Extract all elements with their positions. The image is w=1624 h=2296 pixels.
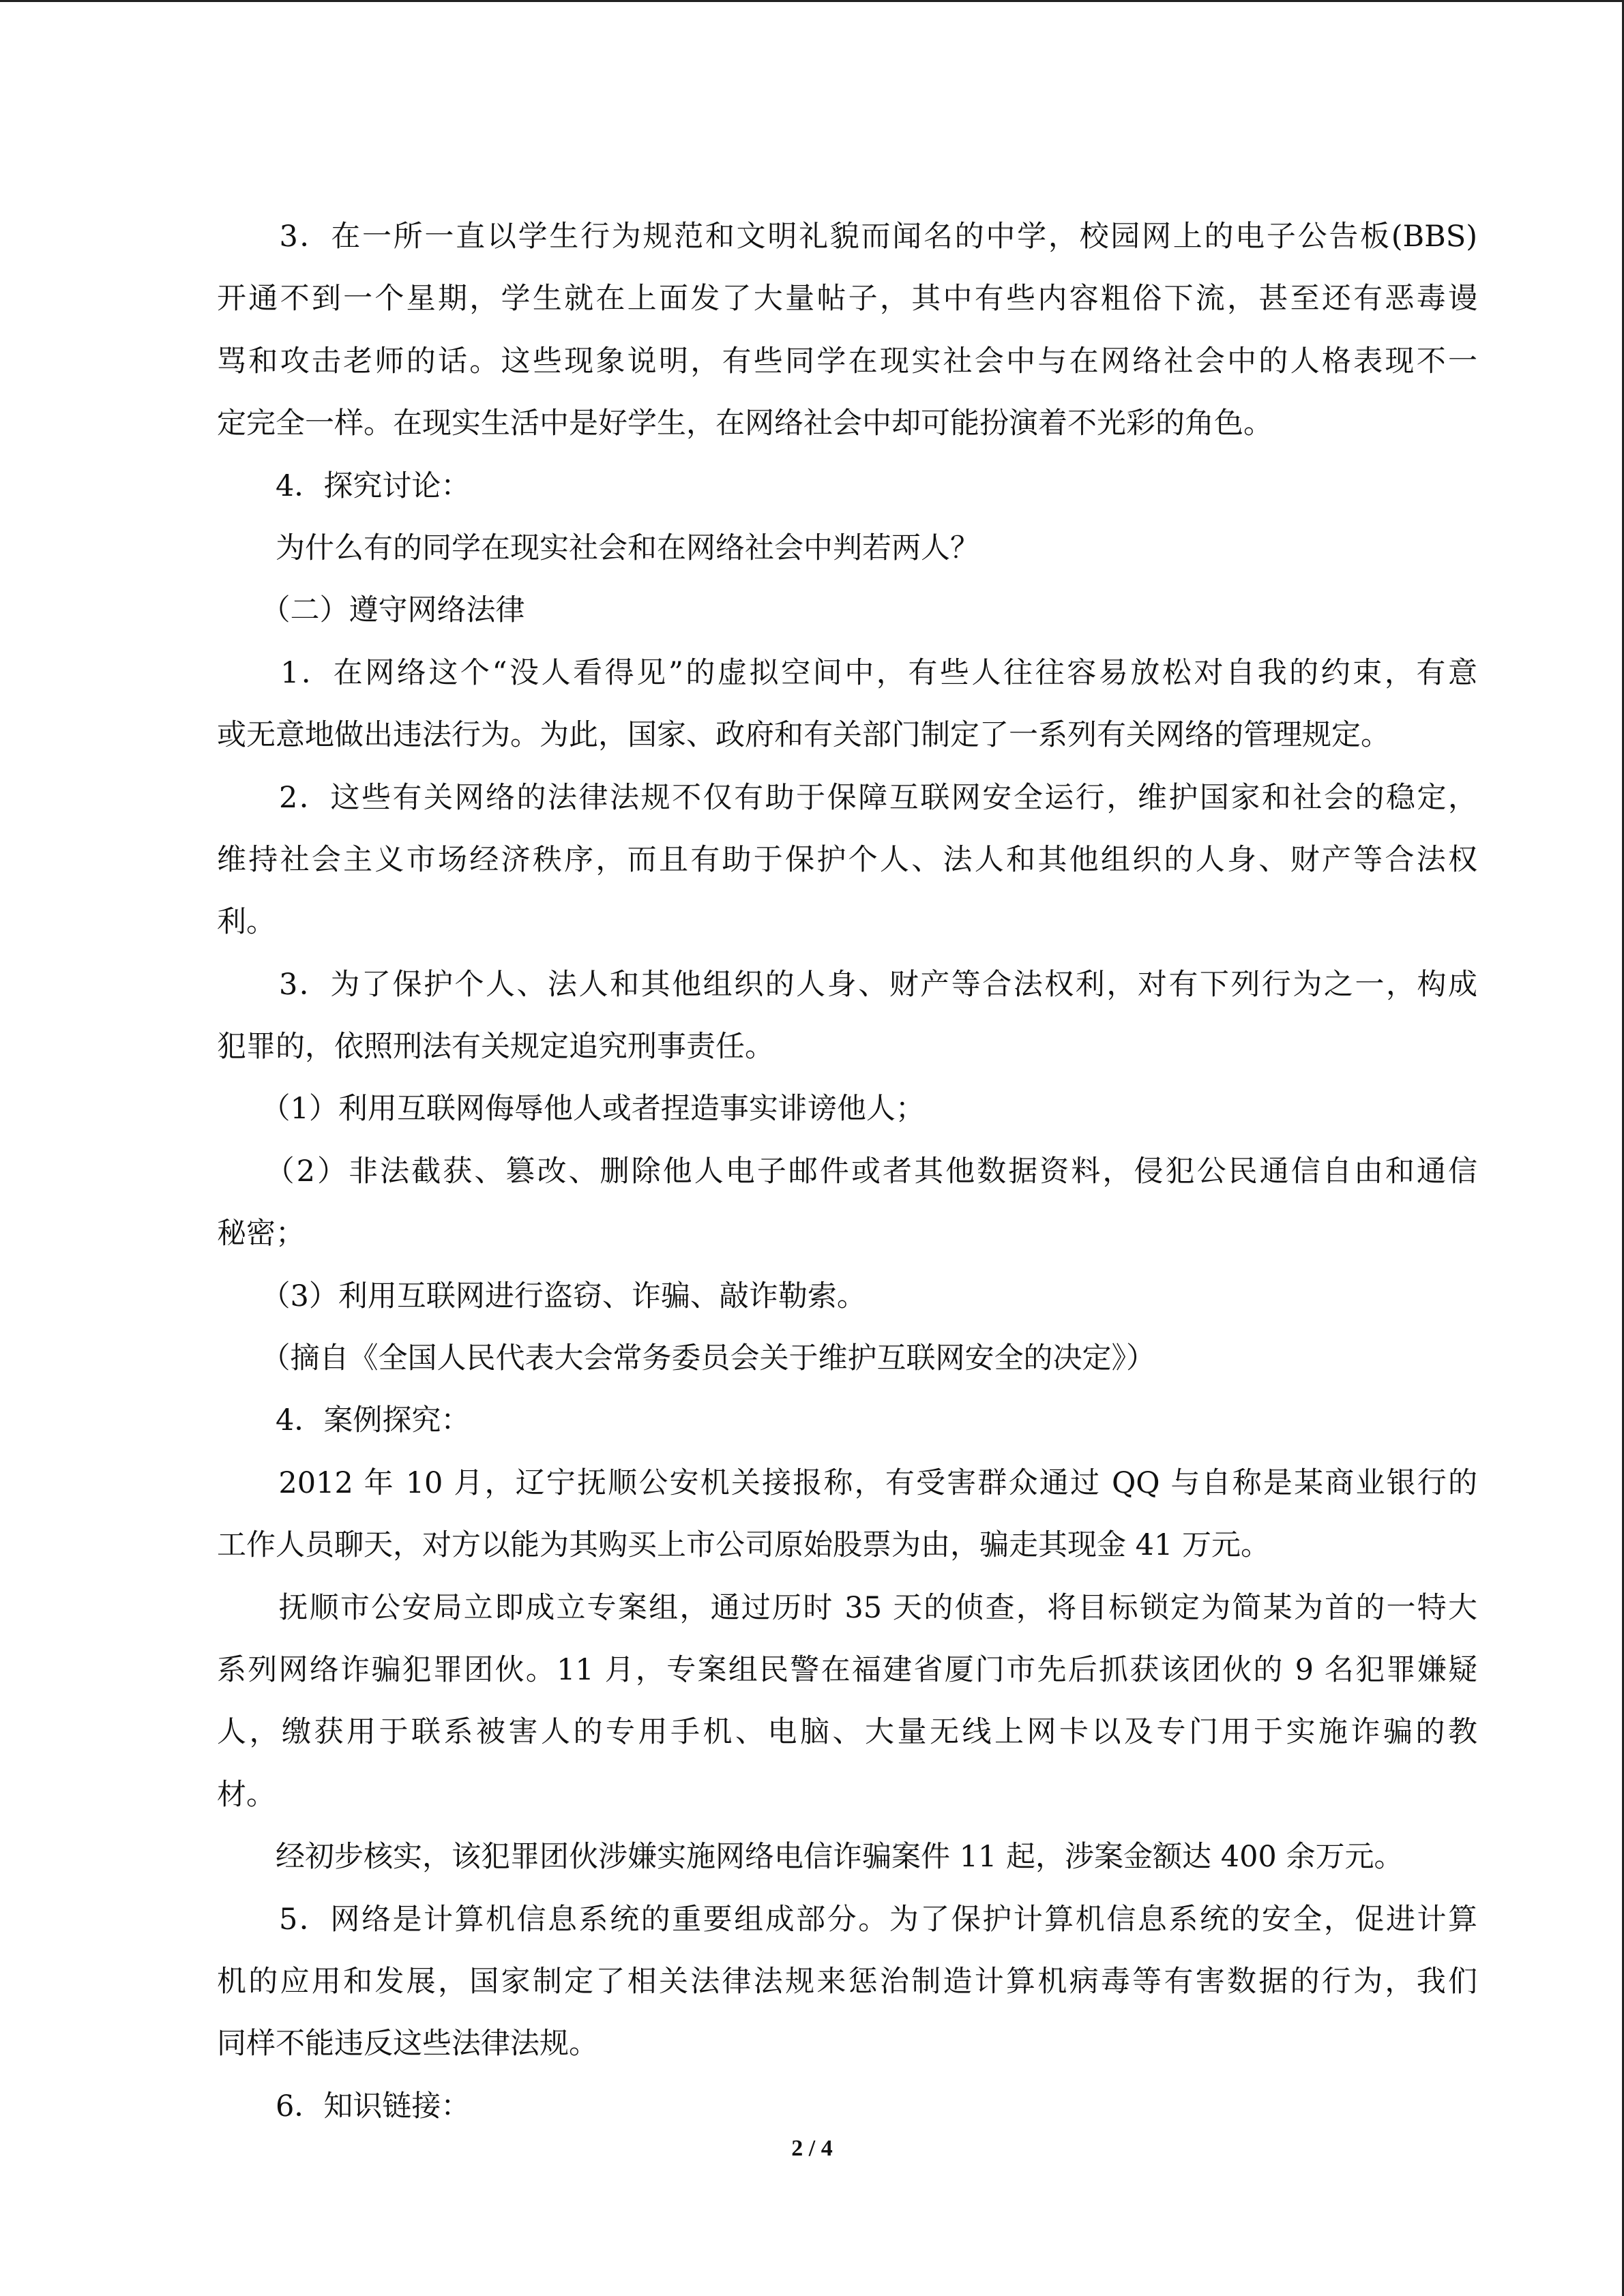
text-line: 2．这些有关网络的法律法规不仅有助于保障互联网安全运行，维护国家和社会的稳定， — [217, 780, 1477, 815]
text-line: 定完全一样。在现实生活中是好学生，在网络社会中却可能扮演着不光彩的角色。 — [217, 406, 1273, 441]
text-line: 系列网络诈骗犯罪团伙。11 月，专案组民警在福建省厦门市先后抓获该团伙的 9 名犯罪嫌疑 — [217, 1652, 1477, 1687]
text-line: （1）利用互联网侮辱他人或者捏造事实诽谤他人； — [217, 1092, 925, 1127]
text-line: （二）遵守网络法律 — [217, 593, 525, 628]
text-line: 2012 年 10 月，辽宁抚顺公安机关接报称，有受害群众通过 QQ 与自称是某商业银行的 — [217, 1465, 1477, 1500]
text-line: 骂和攻击老师的话。这些现象说明，有些同学在现实社会中与在网络社会中的人格表现不一 — [217, 344, 1477, 378]
text-line: （3）利用互联网进行盗窃、诈骗、敲诈勒索。 — [217, 1279, 866, 1313]
text-line: 1．在网络这个“没人看得见”的虚拟空间中，有些人往往容易放松对自我的约束，有意 — [217, 655, 1477, 690]
text-line: 秘密； — [217, 1217, 305, 1251]
text-line: 抚顺市公安局立即成立专案组，通过历时 35 天的侦查，将目标锁定为简某为首的一特大 — [217, 1590, 1477, 1625]
page-number: 2 / 4 — [791, 2136, 833, 2161]
text-line: 4．案例探究： — [217, 1403, 471, 1438]
text-line: 4．探究讨论： — [217, 468, 471, 503]
text-line: 开通不到一个星期，学生就在上面发了大量帖子，其中有些内容粗俗下流，甚至还有恶毒谩 — [217, 282, 1477, 316]
text-line: 人，缴获用于联系被害人的专用手机、电脑、大量无线上网卡以及专门用于实施诈骗的教 — [217, 1715, 1477, 1750]
text-line: 机的应用和发展，国家制定了相关法律法规来惩治制造计算机病毒等有害数据的行为，我们 — [217, 1964, 1477, 1999]
text-line: 工作人员聊天，对方以能为其购买上市公司原始股票为由，骗走其现金 41 万元。 — [217, 1528, 1271, 1563]
text-line: 5．网络是计算机信息系统的重要组成部分。为了保护计算机信息系统的安全，促进计算 — [217, 1902, 1477, 1937]
text-line: 经初步核实，该犯罪团伙涉嫌实施网络电信诈骗案件 11 起，涉案金额达 400 余万元。 — [217, 1840, 1404, 1875]
text-line: （2）非法截获、篡改、删除他人电子邮件或者其他数据资料，侵犯公民通信自由和通信 — [217, 1154, 1477, 1189]
top-border-line — [0, 0, 1624, 2]
text-line: 维持社会主义市场经济秩序，而且有助于保护个人、法人和其他组织的人身、财产等合法权 — [217, 842, 1477, 877]
text-line: 或无意地做出违法行为。为此，国家、政府和有关部门制定了一系列有关网络的管理规定。 — [217, 718, 1390, 753]
text-line: 同样不能违反这些法律法规。 — [217, 2027, 598, 2061]
document-body — [217, 206, 1477, 2138]
text-line: 3．为了保护个人、法人和其他组织的人身、财产等合法权利，对有下列行为之一，构成 — [217, 967, 1477, 1002]
text-line: 利。 — [217, 905, 276, 940]
text-line: 为什么有的同学在现实社会和在网络社会中判若两人？ — [217, 531, 979, 565]
text-line: 3．在一所一直以学生行为规范和文明礼貌而闻名的中学，校园网上的电子公告板(BBS) — [217, 220, 1477, 254]
text-line: （摘自《全国人民代表大会常务委员会关于维护互联网安全的决定》） — [217, 1341, 1155, 1376]
text-line: 犯罪的，依照刑法有关规定追究刑事责任。 — [217, 1030, 774, 1064]
text-line: 6．知识链接： — [217, 2089, 471, 2123]
text-line: 材。 — [217, 1777, 276, 1812]
